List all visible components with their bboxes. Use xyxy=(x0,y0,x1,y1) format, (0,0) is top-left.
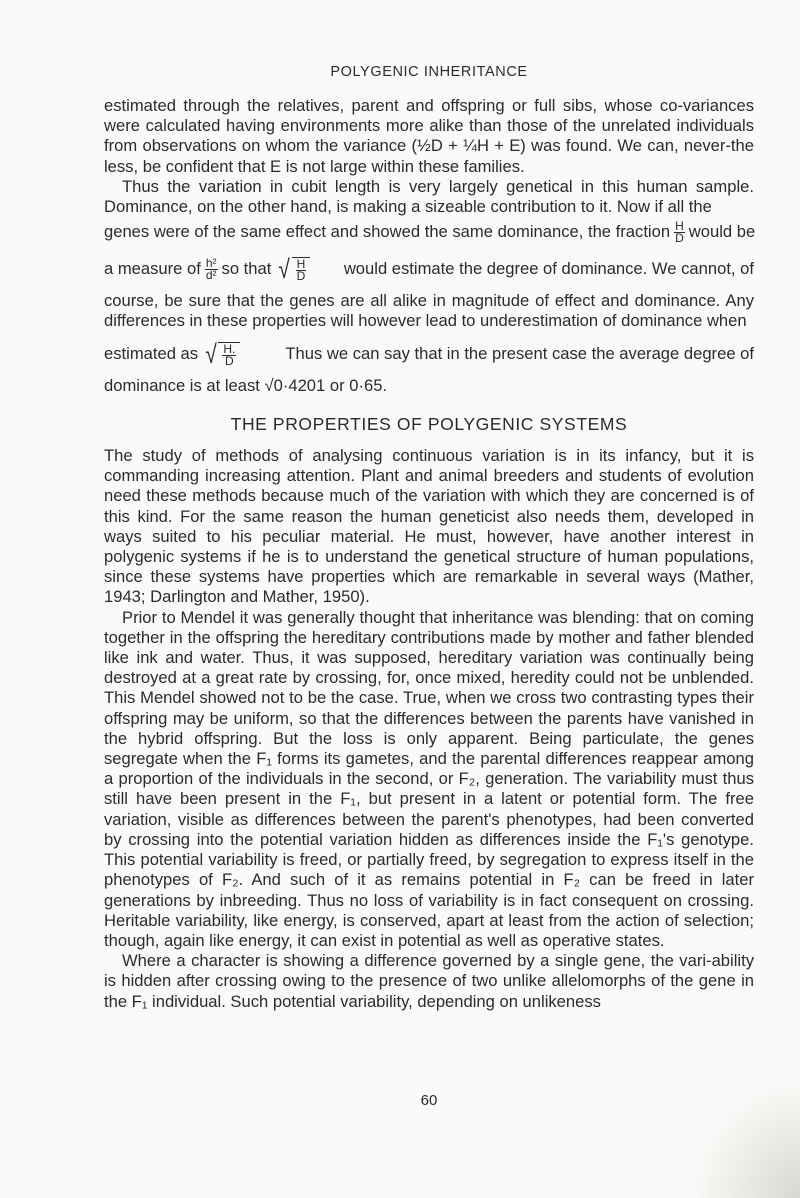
fraction-denominator: D xyxy=(296,269,306,284)
text-span: would be xyxy=(688,222,756,242)
radical-sign-icon: √ xyxy=(278,254,291,285)
radical-sign-icon: √ xyxy=(205,338,217,369)
text-span: a measure of xyxy=(104,259,201,279)
square-root-H-over-D-2 xyxy=(204,338,240,369)
paragraph-2-line-7: dominance is at least √0·4201 or 0·65. xyxy=(104,375,388,395)
fraction-denominator: D xyxy=(675,230,684,245)
paragraph-5: Where a character is showing a difference governed by a single gene, the vari-ability is hidden after crossing owing to the presence of two unlike allelomorphs of the gene in the F₁ individual. Such potential variability, depending on unlikeness xyxy=(104,951,754,1011)
radicand-fraction xyxy=(296,259,307,282)
text-span: Thus we can say that in the present case the average degree of xyxy=(285,343,754,363)
text-span: would estimate the degree of dominance. We cannot, of xyxy=(343,259,754,279)
paragraph-2-line-1: Thus the variation in cubit length is very largely genetical in this human sample. Dominance, on the other hand, is making a sizeable contribution to it. Now if all the xyxy=(104,176,754,217)
radicand xyxy=(218,342,240,367)
radicand-fraction xyxy=(222,341,236,368)
paragraph-2-line-2 xyxy=(104,217,754,247)
fraction-numerator: H. xyxy=(223,341,236,356)
fraction-numerator: H xyxy=(675,218,684,233)
paper-stain-decoration xyxy=(690,1078,800,1198)
paragraph-4: Prior to Mendel it was generally thought that inheritance was blending: that on coming together in the offspring the hereditary contributions made by mother and father blended like ink and water. Thus, it was supposed, hereditary variation was continually being destroyed at a great rate by crossing, for, once mixed, heredity could not be unblended. This Mendel showed not to be the case. True, when we cross two contrasting types their offspring may be uniform, so that the differences between the parents have vanished in the hybrid offspring. But the loss is only apparent. Being particulate, the genes segregate when the F₁ forms its gametes, and the parental differences reappear among a proportion of the individuals in the second, or F₂, generation. The variability must thus still have been present in the F₁, but present in a latent or potential form. The free variation, visible as differences between the parent's phenotypes, had been converted by crossing into the potential variation hidden as differences inside the F₁'s genotype. This potential variability is freed, or partially freed, by segregation to express itself in the phenotypes of F₂. And such of it as remains potential in F₂ can be freed in later generations by inbreeding. Thus no loss of variability is in fact consequent on crossing. Heritable variability, like energy, is conserved, apart at least from the action of selection; though, again like energy, it can exist in potential as well as operative states. xyxy=(104,607,754,950)
fraction-numerator: H xyxy=(296,257,306,272)
text-span: so that xyxy=(221,259,272,279)
fraction-h2-over-d2 xyxy=(205,255,218,282)
fraction-H-over-D xyxy=(674,218,685,245)
paragraph-2-line-3 xyxy=(104,247,754,291)
square-root-H-over-D xyxy=(277,254,310,285)
fraction-denominator: D xyxy=(225,353,234,368)
radicand xyxy=(292,257,311,282)
paragraph-2-line-6 xyxy=(104,332,754,376)
text-span: estimated as xyxy=(104,343,199,363)
text-span: genes were of the same effect and showed the same dominance, the fraction xyxy=(104,222,671,242)
body-text xyxy=(104,96,754,1012)
paragraph-2-line-4: course, be sure that the genes are all alike in magnitude of effect and dominance. Any differences in these properties will however lead to underestimation of dominance when xyxy=(104,291,754,331)
paragraph-1: estimated through the relatives, parent and offspring or full sibs, whose co-variances were calculated having environments more alike than those of the unrelated individuals from observations on whom the variance (½D + ¼H + E) was found. We can, never-the less, be confident that E is not large within these families. xyxy=(104,96,754,176)
running-head: POLYGENIC INHERITANCE xyxy=(330,64,528,80)
page-number: 60 xyxy=(420,1092,438,1109)
fraction-denominator: d² xyxy=(205,267,217,282)
fraction-numerator: h² xyxy=(205,255,217,270)
paragraph-3: The study of methods of analysing continuous variation is in its infancy, but it is commanding increasing attention. Plant and animal breeders and students of evolution need these methods because much of the variation with which they are concerned is of this kind. For the same reason the human geneticist also needs them, developed in ways suited to his peculiar material. He must, however, have another interest in polygenic systems if he is to understand the genetical structure of human populations, since these systems have properties which are remarkable in several ways (Mather, 1943; Darlington and Mather, 1950). xyxy=(104,446,754,607)
section-heading: THE PROPERTIES OF POLYGENIC SYSTEMS xyxy=(230,413,628,434)
